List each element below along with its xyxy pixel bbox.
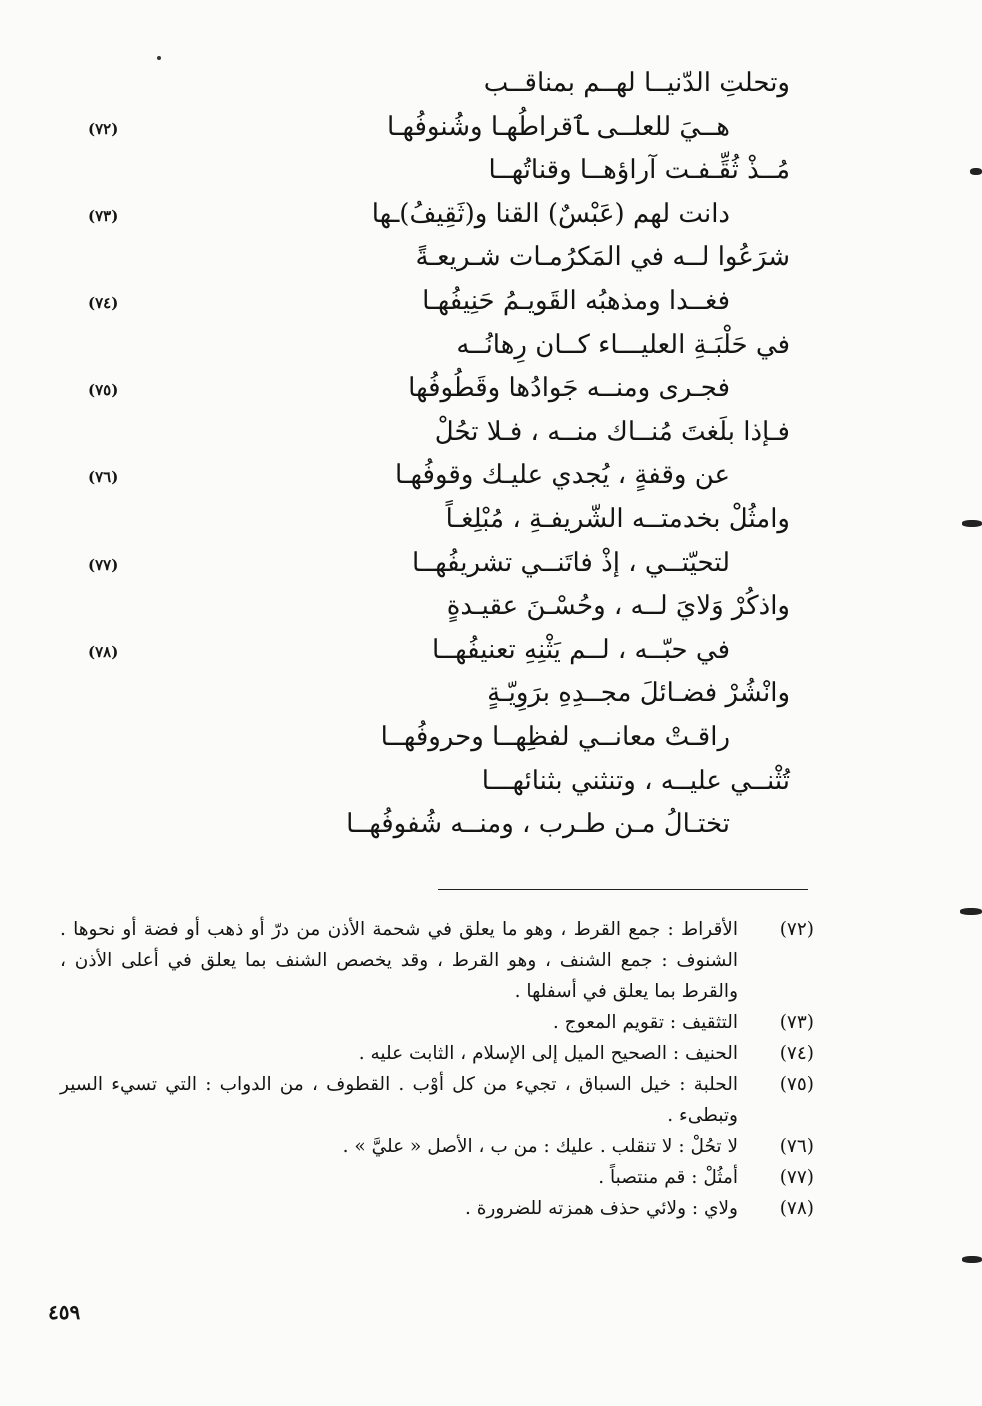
scan-edge-mark [960,908,982,915]
footnote-text: الحلبة : خيل السباق ، تجيء من كل أوْب . القطوف ، من الدواب : التي تسيء السير وتبطىء . [60,1074,738,1126]
verse-text: راقـتْ معانــي لفظِهــا وحروفُهــا [380,721,730,752]
verse-text: دانت لهم (عَبْسٌ) القنا و(ثَقِيفُ)ـها [371,198,730,229]
verse-line [80,324,790,368]
footnote-text: أمثُلْ : قم منتصباً . [598,1167,738,1188]
footnote-number: (٧٧) [779,1167,814,1188]
verse-text: تختـالُ مـن طـرب ، ومنــه شُفوفُهــا [346,809,730,840]
footnote-text: ولاي : ولائي حذف همزته للضرورة . [464,1198,738,1219]
verse-number: (٧٤) [88,293,119,312]
verse-text: هــيَ للعلــى ‍ٱقراطُهـا وشُنوفُهـا [386,111,730,142]
verse-line [80,672,790,716]
footnote [60,1162,814,1193]
verse-line [80,585,790,629]
footnote [60,1069,814,1131]
footnote-number: (٧٨) [779,1198,814,1219]
footnote-number: (٧٦) [779,1136,814,1157]
footnote [60,1038,814,1069]
verse-number: (٧٧) [88,555,119,574]
scan-edge-mark [962,520,982,527]
footnote-text: الأقراط : جمع القرط ، وهو ما يعلق في شحمة الأذن من درّ أو ذهب أو فضة أو نحوها . الشنوف : جمع الشنف ، وهو القرط ، وقد يخصص الشنف بما يعلق في أعلى الأذن ، والقرط بما يعلق في أسفلها . [60,919,738,1002]
verse-text: شرَعُوا لــه في المَكرُمـات شـريعـةً [415,242,790,273]
poem [80,62,790,847]
verse-line [80,716,790,760]
footnotes [60,914,814,1224]
verse-text: لتحيّتــي ، إذْ فاتَنــي تشريفُهــا [411,547,730,578]
footnote-text: الحنيف : الصحيح الميل إلى الإسلام ، الثابت عليه . [358,1043,738,1064]
verse-line [80,149,790,193]
verse-text: واذكُرْ وَلايَ لــه ، وحُسْـنَ عقيـدةٍ [446,591,790,622]
footnote-separator [438,889,808,890]
verse-line [80,542,790,586]
verse-line [80,193,790,237]
verse-line [80,760,790,804]
verse-line [80,236,790,280]
footnote-number: (٧٤) [779,1043,814,1064]
verse-text: عن وقفةٍ ، يُجدي عليـك وقوفُهـا [395,460,730,491]
footnote [60,914,814,1007]
verse-number: (٧٨) [88,642,119,661]
verse-text: فغــدا ومذهبُه القَويـمُ حَنِيفُهـا [422,285,730,316]
verse-text: وتحلتِ الدّنيــا لهــم بمناقــب [483,68,790,98]
verse-text: فـإذا بلَغتَ مُنــاك منــه ، فـلا تحُلْ [434,416,790,447]
verse-line [80,411,790,455]
footnote-text: لا تحُلْ : لا تنقلب . عليك : من ب ، الأصل « عليَّ » . [342,1136,738,1157]
verse-line [80,280,790,324]
footnote-text: التثقيف : تقويم المعوج . [552,1012,738,1033]
footnote-number: (٧٣) [779,1012,814,1033]
verse-text: تُثْنــي عليــه ، وتنثني بثنائهـــا [481,765,790,796]
footnote-number: (٧٥) [779,1074,814,1095]
verse-line [80,498,790,542]
footnote [60,1131,814,1162]
verse-text: في حبّــه ، لــم يَثْنِهِ تعنيفُهــا [432,634,730,665]
footnote [60,1193,814,1224]
verse-line [80,106,790,150]
verse-text: في حَلْبَـةِ العليـــاء كــان رِهانُــه [456,329,790,360]
verse-text: مُــذْ ثُقِّـفـت آراؤهــا وقناتُهــا [488,155,790,186]
scan-edge-mark [970,168,982,175]
verse-text: وانْشُرْ فضـائلَ مجــدِهِ برَوِيّـةٍ [487,678,790,709]
verse-number: (٧٦) [88,468,119,487]
verse-number: (٧٢) [88,119,119,138]
scan-edge-mark [962,1256,982,1263]
verse-line [80,62,790,106]
ink-speck [157,56,161,60]
verse-line [80,454,790,498]
page-number: ٤٥٩ [48,1300,81,1324]
verse-line [80,629,790,673]
verse-number: (٧٣) [88,206,119,225]
verse-number: (٧٥) [88,381,119,400]
verse-line [80,803,790,847]
verse-line [80,367,790,411]
footnote-number: (٧٢) [779,919,814,940]
footnote [60,1007,814,1038]
verse-text: وامثُلْ بخدمتــه الشّريفـةِ ، مُبْلِغـاً [445,503,790,534]
verse-text: فجـرى ومنــه جَوادُها وقَطُوفُها [408,373,730,404]
